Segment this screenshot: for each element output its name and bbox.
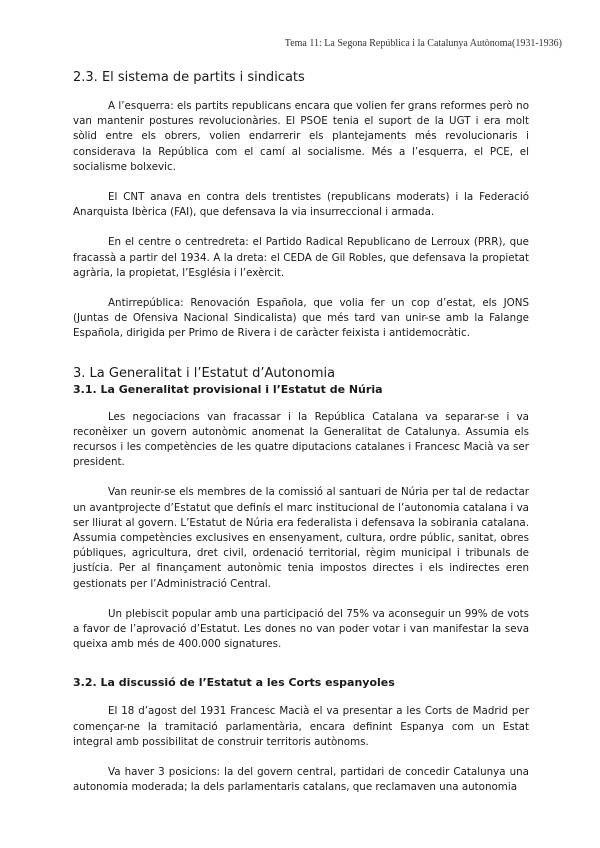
paragraph: El CNT anava en contra dels trentistes (republicans moderats) i la Federació Anarquista Ibèrica (FAI), que defensava la via insurreccional i armada. <box>73 191 529 219</box>
section-heading-3: 3. La Generalitat i l’Estatut d’Autonomia <box>73 365 336 381</box>
paragraph: Un plebiscit popular amb una participació del 75% va aconseguir un 99% de vots a favor de l’aprovació d’Estatut. Les dones no van poder votar i van manifestar la seva queixa amb més de 400.000 signatures. <box>73 607 529 651</box>
running-header: Tema 11: La Segona República i la Catalunya Autònoma(1931-1936) <box>284 38 562 49</box>
paragraph: En el centre o centredreta: el Partido Radical Republicano de Lerroux (PRR), que fracassà a partir del 1934. A la dreta: el CEDA de Gil Robles, que defensava la propietat agrària, la propietat, l’Església i l’exèrcit. <box>73 236 529 279</box>
paragraph: A l’esquerra: els partits republicans encara que volien fer grans reformes però no van mantenir postures revolucionàries. El PSOE tenia el suport de la UGT i era molt sòlid entre els obrers, volien endarrerir els plantejaments més revolucionaris i considerava la República com el camí al socialisme. Més a l’esquerra, el PCE, el socialisme bolxevic. <box>73 100 529 173</box>
paragraph: El 18 d’agost del 1931 Francesc Macià el va presentar a les Corts de Madrid per començar-ne la tramitació parlamentària, encara definint Espanya com un Estat integral amb possibilitat de construir territoris autònoms. <box>73 705 529 748</box>
section-heading-2-3: 2.3. El sistema de partits i sindicats <box>73 70 305 85</box>
section-heading-3-2: 3.2. La discussió de l’Estatut a les Corts espanyoles <box>73 676 395 690</box>
section-heading-3-1: 3.1. La Generalitat provisional i l’Estatut de Núria <box>73 382 383 396</box>
paragraph: Va haver 3 posicions: la del govern central, partidari de concedir Catalunya una autonomia moderada; la dels parlamentaris catalans, que reclamaven una autonomia <box>73 766 529 794</box>
paragraph: Les negociacions van fracassar i la República Catalana va separar-se i va reconèixer un govern autonòmic anomenat la Generalitat de Catalunya. Assumia els recursos i les competències de les quatre diputacions catalanes i Francesc Macià va ser president. <box>73 410 529 469</box>
paragraph: Van reunir-se els membres de la comissió al santuari de Núria per tal de redactar un avantprojecte d’Estatut que definís el marc institucional de l’autonomia catalana i va ser lliurat al govern. L’Estatut de Núria era federalista i defensava la sobirania catalana. Assumia competències exclusives en ensenyament, cultura, ordre públic, sanitat, obres públiques, agricultura, dret civil, ordenació territorial, règim municipal i tribunals de justícia. Per al finançament autonòmic tenia impostos directes i els indirectes eren gestionats per l’Administració Central. <box>73 486 529 590</box>
paragraph: Antirrepública: Renovación Española, que volia fer un cop d’estat, els JONS (Juntas de Ofensiva Nacional Sindicalista) que més tard van unir-se amb la Falange Española, dirigida per Primo de Rivera i de caràcter feixista i antidemocràtic. <box>73 297 529 340</box>
page-content <box>73 70 529 811</box>
